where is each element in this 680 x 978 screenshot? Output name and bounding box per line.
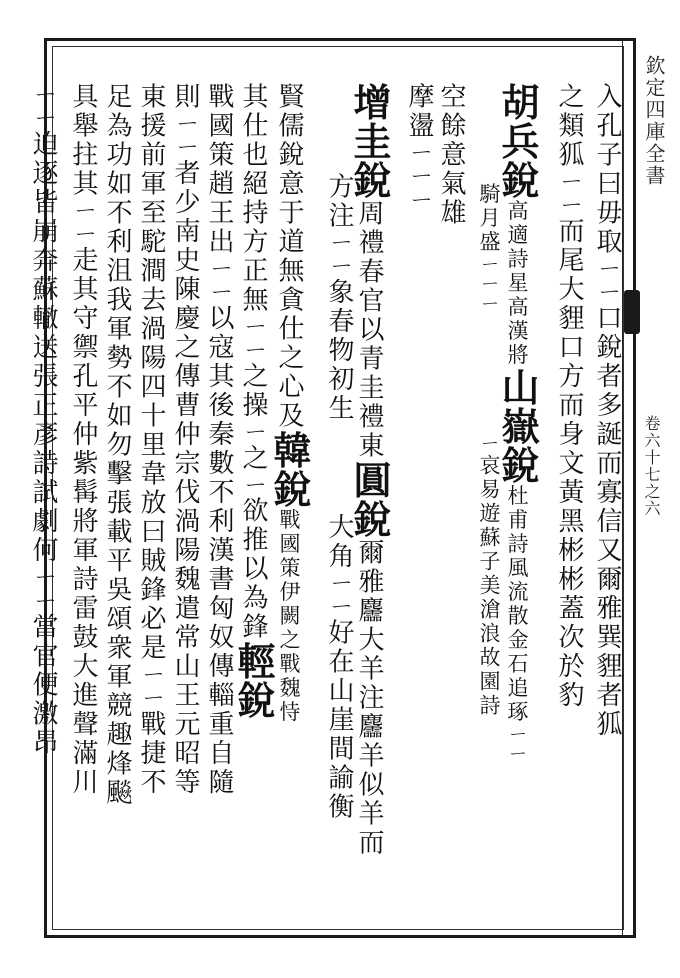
column-text: 周禮春官以青圭禮東 bbox=[354, 199, 384, 461]
column-text: 空餘意氣雄 bbox=[436, 82, 466, 228]
column-text: 具舉拄其ㄧㄧ走其守禦孔平仲紫髯將軍詩雷鼓大進聲滿川 bbox=[68, 82, 98, 798]
column-text: 之類狐ㄧㄧ而尾大貍口方而身文黃黑彬彬蓋次於豹 bbox=[554, 82, 584, 711]
column-text: 摩盪ㄧㄧㄧ bbox=[404, 82, 434, 212]
column-text: 爾雅麢大羊注麢羊似羊而 bbox=[354, 538, 384, 858]
column-text: 方注ㄧㄧ象春物初生 bbox=[324, 172, 354, 424]
entry-heading: 胡兵銳 bbox=[495, 82, 540, 200]
column-text: 大角ㄧㄧ好在山崖間諭衡 bbox=[324, 513, 354, 822]
volume-label: 卷六十七之六 bbox=[642, 415, 661, 517]
column-text: 足為功如不利沮我軍勢不如勿擊張載平吳頌衆軍競趣烽飈 bbox=[102, 82, 132, 808]
entry-heading: 韓銳 bbox=[267, 430, 312, 509]
annotation-text: 戰國策伊闕之戰魏恃 bbox=[277, 508, 301, 725]
column-text: 其仕也絕持方正無ㄧㄧ之操 bbox=[238, 82, 268, 421]
column-text: 則ㄧㄧ者少南史陳慶之傳曹仲宗伐渦陽魏遣常山王元昭等 bbox=[170, 82, 200, 798]
column-text: 入孔子曰毋取ㄧㄧ口銳者多誕而寡信又爾雅巽貍者狐 bbox=[592, 82, 622, 740]
column-text: ㄧ之ㄧ欲推以為鋒 bbox=[238, 420, 268, 642]
column-text: 戰國策趙王出ㄧㄧ以寇其後秦數不利漢書匈奴傳輜重自隨 bbox=[204, 82, 234, 798]
annotation-text: ㄧ哀易遊蘇子美滄浪故園詩 bbox=[477, 433, 501, 718]
text-column bbox=[468, 160, 552, 718]
annotation-text: 騎月盛ㄧㄧㄧ bbox=[477, 182, 501, 314]
column-text: 東援前軍至駝澗去渦陽四十里韋放曰賊鋒必是ㄧㄧ戰捷不 bbox=[136, 82, 166, 798]
column-text: ㄧㄧ迫逐皆崩奔蘇轍送張正彥詩試劇何ㄧㄧ當官便激昂 bbox=[28, 82, 58, 758]
column-text: 賢儒銳意于道無貪仕之心及 bbox=[274, 82, 304, 431]
text-column bbox=[22, 60, 106, 758]
book-title: 欽定四庫全書 bbox=[642, 55, 666, 187]
annotation-text: 高適詩星高漢將 bbox=[505, 199, 529, 368]
entry-heading: 山嶽銳 bbox=[495, 367, 540, 485]
entry-heading: 增圭銳 bbox=[347, 82, 392, 200]
entry-heading: 圓銳 bbox=[347, 460, 392, 539]
entry-heading: 輕銳 bbox=[231, 641, 276, 720]
annotation-text: 杜甫詩風流散金石追琢ㄧㄧ bbox=[505, 484, 529, 765]
